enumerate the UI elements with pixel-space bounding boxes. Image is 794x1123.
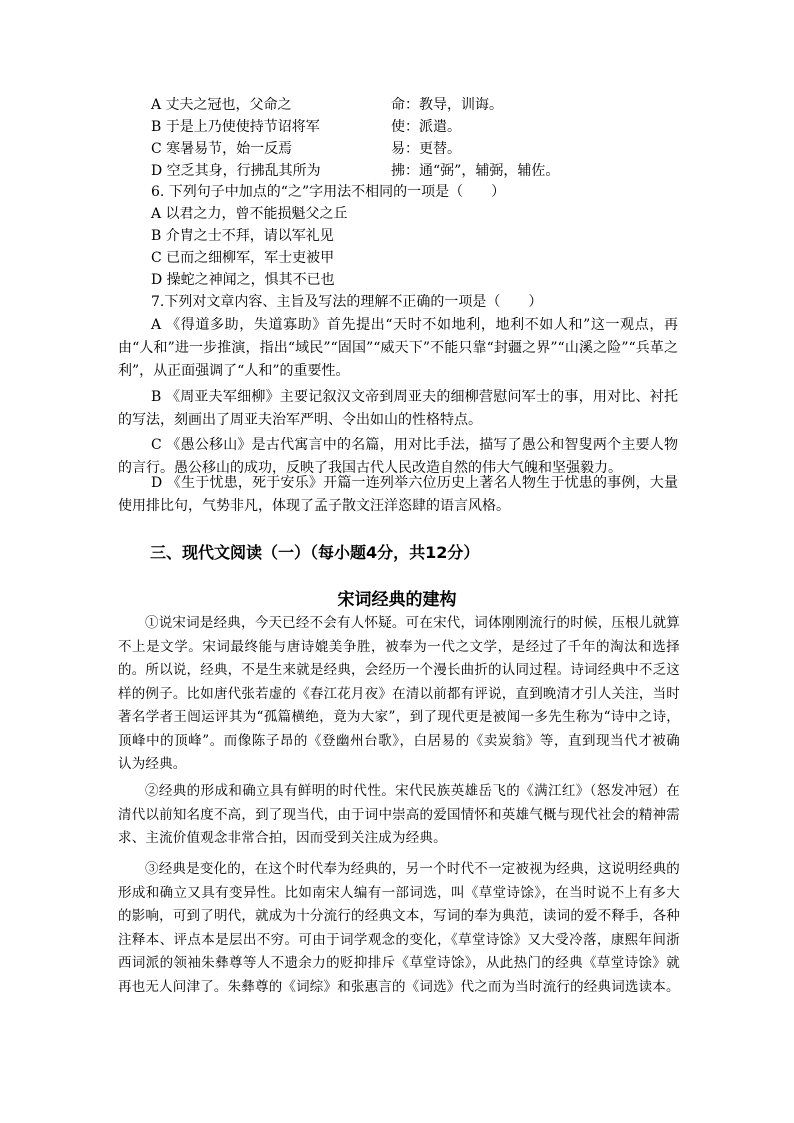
- article-title: 宋词经典的建构: [337, 590, 457, 610]
- option-text: A 丈夫之冠也，父命之: [151, 97, 292, 113]
- q6-option-a: A 以君之力，曾不能损魁父之丘: [151, 206, 348, 222]
- q7-option-d: D 《生于忧患，死于安乐》开篇一连列举六位历史上著名人物生于忧患的事例，大量使用排比句，气势非凡，体现了孟子散文汪洋恣肆的语言风格。: [118, 475, 678, 514]
- q6-option-d: D 操蛇之神闻之，惧其不已也: [151, 272, 335, 288]
- option-text: B 于是上乃使使持节诏将军: [151, 119, 320, 135]
- q5-option-c: [151, 138, 559, 160]
- section-heading: 三、现代文阅读（一）（每小题4分，共12分）: [150, 543, 480, 562]
- option-gloss: 命：教导，训诲。: [391, 97, 503, 113]
- q6-option-b: B 介胄之士不拜，请以军礼见: [151, 228, 334, 244]
- q7-option-a: A 《得道多助，失道寡助》首先提出“天时不如地利，地利不如人和”这一观点，再由“人和”进一步推演，指出“域民”“固国”“威天下”不能只靠“封疆之界”“山溪之险”“兵革之利”，从正面强调了“人和”的重要性。: [118, 317, 678, 379]
- q6-stem: 6. 下列句子中加点的“之”字用法不相同的一项是（ ）: [151, 184, 506, 200]
- q7-option-b: B 《周亚夫军细柳》主要记叙汉文帝到周亚夫的细柳营慰问军士的事，用对比、衬托的写法，刻画出了周亚夫治军严明、令出如山的性格特点。: [118, 389, 678, 428]
- q7-option-c: C 《愚公移山》是古代寓言中的名篇，用对比手法，描写了愚公和智叟两个主要人物的言行。愚公移山的成功，反映了我国古代人民改造自然的伟大气魄和坚强毅力。: [118, 437, 678, 476]
- q5-options: [151, 94, 559, 182]
- article-paragraph-3: ③经典是变化的，在这个时代奉为经典的，另一个时代不一定被视为经典，这说明经典的形成和确立又具有变异性。比如南宋人编有一部词选，叫《草堂诗馀》，在当时说不上有多大的影响，可到了明代，就成为十分流行的经典文本，写词的奉为典范，读词的爱不释手，各种注释本、评点本是层出不穷。可由于词学观念的变化，《草堂诗馀》又大受冷落，康熙年间浙西词派的领袖朱彝尊等人不遗余力的贬抑排斥《草堂诗馀》，从此热门的经典《草堂诗馀》就再也无人问津了。朱彝尊的《词综》和张惠言的《词选》代之而为当时流行的经典词选读本。: [118, 861, 680, 995]
- option-gloss: 易：更替。: [391, 141, 461, 157]
- option-text: C 寒暑易节，始一反焉: [151, 141, 293, 157]
- q5-option-b: [151, 116, 559, 138]
- article-paragraph-1: ①说宋词是经典，今天已经不会有人怀疑。可在宋代，词体刚刚流行的时候，压根儿就算不上是文学。宋词最终能与唐诗媲美争胜，被奉为一代之文学，是经过了千年的淘汰和选择的。所以说，经典，不是生来就是经典，会经历一个漫长曲折的认同过程。诗词经典中不乏这样的例子。比如唐代张若虚的《春江花月夜》在清以前都有评说，直到晚清才引人关注，当时著名学者王闿运评其为“孤篇横绝，竟为大家”，到了现代更是被闻一多先生称为“诗中之诗，顶峰中的顶峰”。而像陈子昂的《登幽州台歌》，白居易的《卖炭翁》等，直到现当代才被确认为经典。: [118, 615, 680, 772]
- option-gloss: 拂：通“弼”，辅弼，辅佐。: [391, 163, 560, 179]
- q5-option-a: [151, 94, 559, 116]
- option-gloss: 使：派遣。: [391, 119, 461, 135]
- q6-option-c: C 已而之细柳军，军士吏被甲: [151, 250, 335, 266]
- article-paragraph-2: ②经典的形成和确立具有鲜明的时代性。宋代民族英雄岳飞的《满江红》（怒发冲冠）在清代以前知名度不高，到了现当代，由于词中崇高的爱国情怀和英雄气概与现代社会的精神需求、主流价值观念非常合拍，因而受到关注成为经典。: [118, 783, 680, 846]
- q7-stem: 7.下列对文章内容、主旨及写法的理解不正确的一项是（ ）: [151, 294, 543, 310]
- q5-option-d: [151, 160, 559, 182]
- option-text: D 空乏其身，行拂乱其所为: [151, 163, 321, 179]
